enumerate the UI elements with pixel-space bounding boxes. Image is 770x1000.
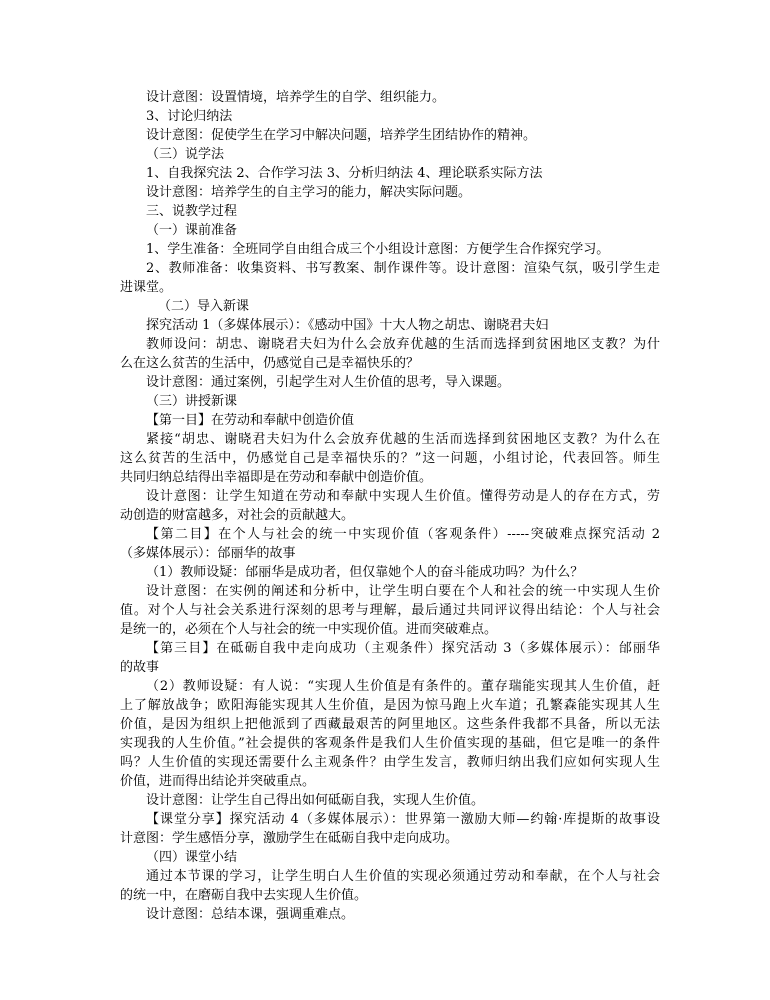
text-line: 设计意图：总结本课，强调重难点。 (146, 907, 355, 922)
text-line: 紧接“胡忠、谢晓君夫妇为什么会放弃优越的生活而选择到贫困地区支教？为什么在 (146, 432, 660, 447)
subsection-heading: 【第一目】在劳动和奉献中创造价值 (146, 413, 355, 428)
subsection-heading: 【第二目】在个人与社会的统一中实现价值（客观条件）-----突破难点探究活动 2 (146, 527, 660, 542)
text-line: 么在这么贫苦的生活中，仍感觉自己是幸福快乐的？ (120, 356, 420, 371)
section-heading: （二）导入新课 (158, 299, 250, 314)
text-line: （1）教师设疑：邰丽华是成功者，但仅靠她个人的奋斗能成功吗？为什么？ (146, 565, 584, 580)
text-line: 3、讨论归纳法 (146, 109, 233, 124)
section-heading: （四）课堂小结 (146, 850, 238, 865)
text-line: 1、自我探究法 2、合作学习法 3、分析归纳法 4、理论联系实际方法 (146, 166, 543, 181)
subsection-heading: 【第三目】在砥砺自我中走向成功（主观条件）探究活动 3（多媒体展示）：邰丽华 (146, 641, 660, 656)
text-line: （2）教师设疑：有人说：“实现人生价值是有条件的。董存瑞能实现其人生价值，赶 (146, 679, 660, 694)
section-heading: （三）说学法 (146, 147, 225, 162)
text-line: 设计意图：培养学生的自主学习的能力，解决实际问题。 (146, 185, 472, 200)
text-line: 2、教师准备：收集资料、书写教案、制作课件等。设计意图：渲染气氛，吸引学生走 (146, 261, 660, 276)
text-line: 进课堂。 (120, 280, 173, 295)
text-line: 设计意图：在实例的阐述和分析中，让学生明白要在个人和社会的统一中实现人生价 (146, 584, 660, 599)
text-line: 是统一的，必须在个人与社会的统一中实现价值。进而突破难点。 (120, 622, 498, 637)
text-line: 吗？人生价值的实现还需要什么主观条件？由学生发言，教师归纳出我们应如何实现人生 (120, 755, 660, 770)
text-line: 上了解放战争；欧阳海能实现其人生价值，是因为惊马跑上火车道；孔繁森能实现其人生 (120, 698, 660, 713)
text-line: 价值，是因为组织上把他派到了西藏最艰苦的阿里地区。这些条件我都不具备，所以无法 (120, 717, 660, 732)
text-line: 的统一中，在磨砺自我中去实现人生价值。 (120, 888, 368, 903)
text-line: 设计意图：让学生知道在劳动和奉献中实现人生价值。懂得劳动是人的存在方式，劳 (146, 489, 660, 504)
text-line: 设计意图：让学生自己得出如何砥砺自我，实现人生价值。 (146, 793, 485, 808)
text-line: 设计意图：促使学生在学习中解决问题，培养学生团结协作的精神。 (146, 128, 537, 143)
text-line: 共同归纳总结得出幸福即是在劳动和奉献中创造价值。 (120, 470, 433, 485)
section-heading: 三、说教学过程 (146, 204, 238, 219)
text-line: 教师设问：胡忠、谢晓君夫妇为什么会放弃优越的生活而选择到贫困地区支教？为什 (146, 337, 660, 352)
text-line: 动创造的财富越多，对社会的贡献越大。 (120, 508, 355, 523)
text-line: 探究活动 1（多媒体展示）：《感动中国》十大人物之胡忠、谢晓君夫妇 (146, 318, 549, 333)
text-line: 设计意图：设置情境，培养学生的自学、组织能力。 (146, 90, 446, 105)
text-line: （多媒体展示）：邰丽华的故事 (120, 546, 296, 561)
text-line: 实现我的人生价值。”社会提供的客观条件是我们人生价值实现的基础，但它是唯一的条件 (120, 736, 660, 751)
text-line: 设计意图：通过案例，引起学生对人生价值的思考，导入课题。 (146, 375, 511, 390)
subsection-heading: 【课堂分享】探究活动 4（多媒体展示）：世界第一激励大师—约翰·库提斯的故事设 (146, 812, 660, 827)
text-line: 价值，进而得出结论并突破重点。 (120, 774, 316, 789)
text-line: 值。对个人与社会关系进行深刻的思考与理解，最后通过共同评议得出结论：个人与社会 (120, 603, 660, 618)
text-line: 这么贫苦的生活中，仍感觉自己是幸福快乐的？”这一问题，小组讨论，代表回答。师生 (120, 451, 660, 466)
text-line: 计意图：学生感悟分享，激励学生在砥砺自我中走向成功。 (120, 831, 459, 846)
text-line: 通过本节课的学习，让学生明白人生价值的实现必须通过劳动和奉献，在个人与社会 (146, 869, 660, 884)
text-line: 1、学生准备：全班同学自由组合成三个小组设计意图：方便学生合作探究学习。 (146, 242, 610, 257)
section-heading: （一）课前准备 (146, 223, 238, 238)
section-heading: （三）讲授新课 (146, 394, 238, 409)
text-line: 的故事 (120, 660, 160, 675)
